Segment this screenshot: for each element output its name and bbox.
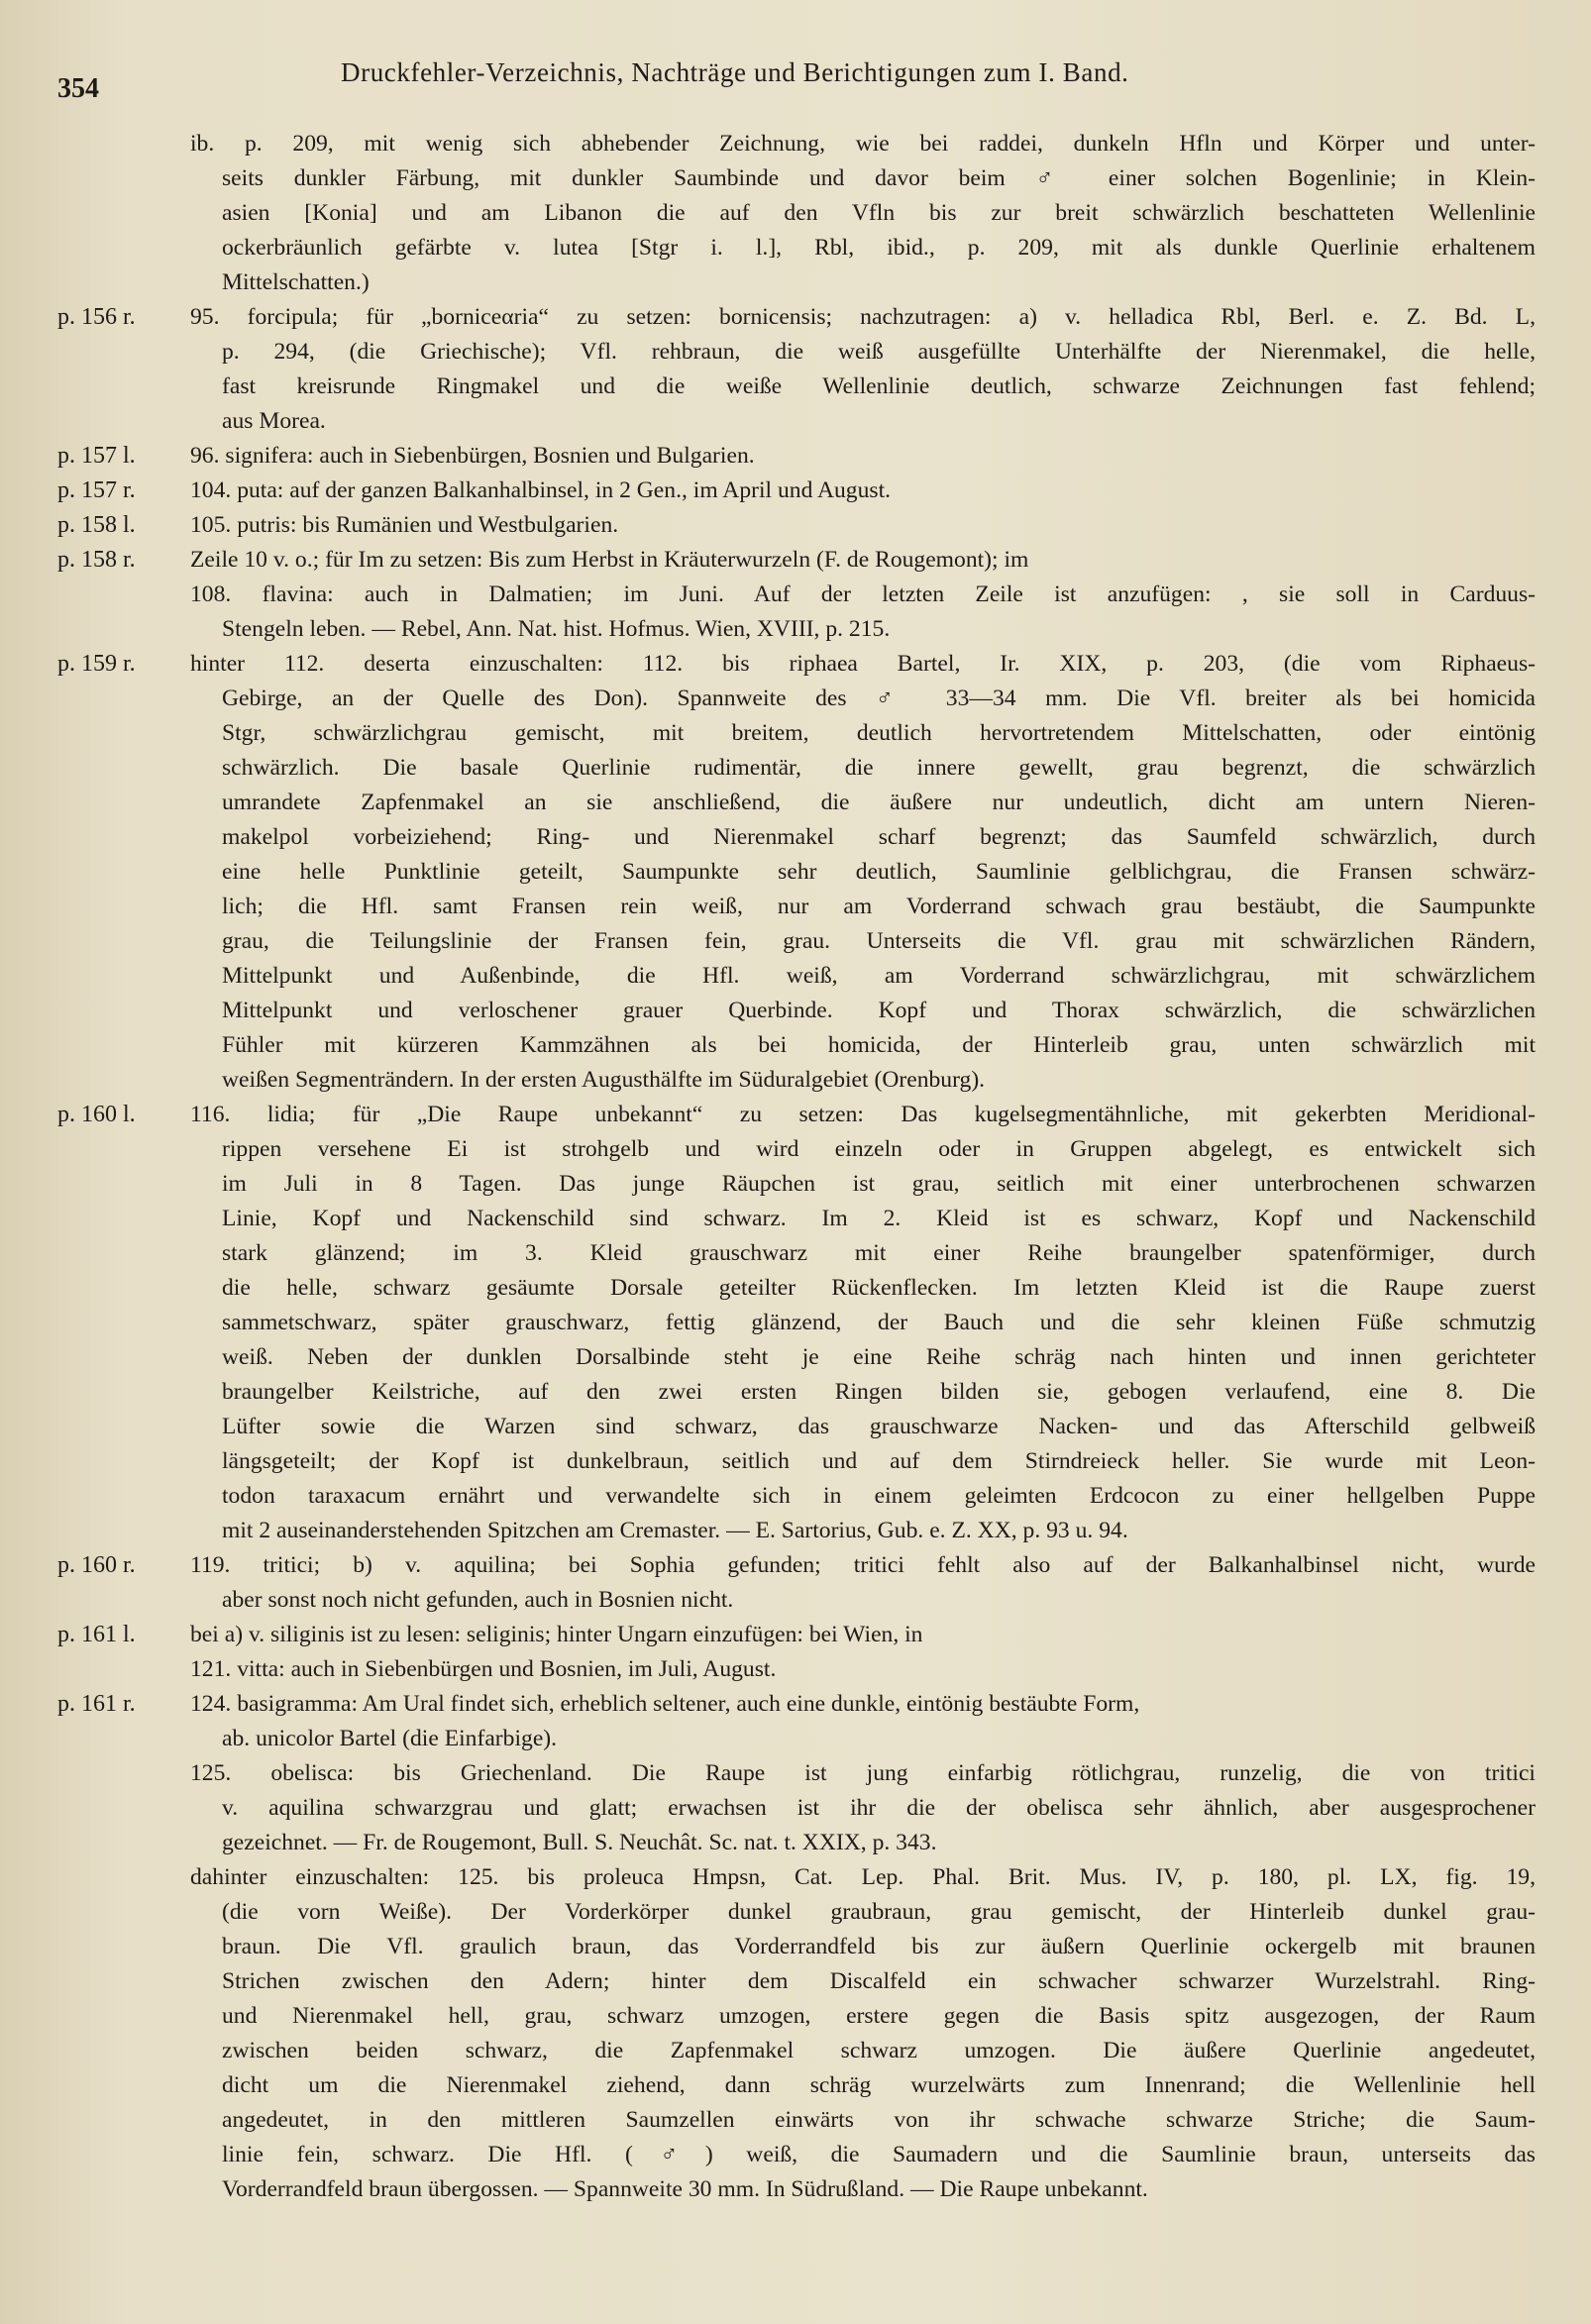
entry-page-ref: p. 157 r.: [57, 477, 136, 503]
entry-body: [190, 474, 1536, 508]
text-line: 96. signifera: auch in Siebenbürgen, Bosnien und Bulgarien.: [190, 443, 755, 469]
entry-page-ref: p. 158 l.: [57, 512, 136, 538]
text-line: 124. basigramma: Am Ural findet sich, erheblich seltener, auch eine dunkle, eintönig bestäubte Form,: [190, 1691, 1140, 1717]
text-line: ab. unicolor Bartel (die Einfarbige).: [222, 1726, 558, 1751]
erratum-entry: [57, 647, 1536, 1098]
entry-body: [190, 647, 1536, 1098]
text-line: (die vorn Weiße). Der Vorderkörper dunkel graubraun, grau gemischt, der Hinterleib dunkel grau-: [222, 1899, 1536, 1925]
text-line: Gebirge, an der Quelle des Don). Spannweite des ♂ 33—34 mm. Die Vfl. breiter als bei homicida: [222, 686, 1536, 711]
text-line: gezeichnet. — Fr. de Rougemont, Bull. S. Neuchât. Sc. nat. t. XXIX, p. 343.: [222, 1830, 937, 1855]
entry-page-ref: p. 161 r.: [57, 1691, 136, 1717]
text-line: Vorderrandfeld braun übergossen. — Spannweite 30 mm. In Südrußland. — Die Raupe unbekannt.: [222, 2176, 1148, 2202]
erratum-entry: [57, 508, 1536, 543]
text-line: lich; die Hfl. samt Fransen rein weiß, nur am Vorderrand schwach grau bestäubt, die Saumpunkte: [222, 894, 1536, 919]
text-line: rippen versehene Ei ist strohgelb und wird einzeln oder in Gruppen abgelegt, es entwickelt sich: [222, 1136, 1536, 1162]
entry-body: [190, 439, 1536, 474]
text-line: fast kreisrunde Ringmakel und die weiße Wellenlinie deutlich, schwarze Zeichnungen fast fehlend;: [222, 373, 1536, 399]
text-line: Stengeln leben. — Rebel, Ann. Nat. hist. Hofmus. Wien, XVIII, p. 215.: [222, 616, 891, 642]
text-line: linie fein, schwarz. Die Hfl. (♂) weiß, die Saumadern und die Saumlinie braun, unterseits das: [222, 2142, 1536, 2167]
text-line: angedeutet, in den mittleren Saumzellen einwärts von ihr schwache schwarze Striche; die Saum-: [222, 2107, 1536, 2133]
text-line: 104. puta: auf der ganzen Balkanhalbinsel, in 2 Gen., im April und August.: [190, 477, 892, 503]
text-line: seits dunkler Färbung, mit dunkler Saumbinde und davor beim ♂ einer solchen Bogenlinie; in Klein-: [222, 165, 1536, 191]
erratum-entry: [57, 1618, 1536, 1687]
text-line: asien [Konia] und am Libanon die auf den Vfln bis zur breit schwärzlich beschatteten Wellenlinie: [222, 200, 1536, 226]
entry-body: [190, 1548, 1536, 1618]
text-line: zwischen beiden schwarz, die Zapfenmakel schwarz umzogen. Die äußere Querlinie angedeutet,: [222, 2038, 1536, 2063]
text-line: dicht um die Nierenmakel ziehend, dann schräg wurzelwärts zum Innenrand; die Wellenlinie hell: [222, 2072, 1536, 2098]
text-line: dahinter einzuschalten: 125. bis proleuca Hmpsn, Cat. Lep. Phal. Brit. Mus. IV, p. 180, pl. LX, fig. 19,: [190, 1864, 1536, 1890]
text-line: im Juli in 8 Tagen. Das junge Räupchen ist grau, seitlich mit einer unterbrochenen schwarzen: [222, 1171, 1536, 1197]
entry-body: [190, 1618, 1536, 1687]
text-line: eine helle Punktlinie geteilt, Saumpunkte sehr deutlich, Saumlinie gelblichgrau, die Fransen schwärz-: [222, 859, 1536, 885]
text-line: Linie, Kopf und Nackenschild sind schwarz. Im 2. Kleid ist es schwarz, Kopf und Nackenschild: [222, 1206, 1536, 1231]
erratum-entry: [57, 439, 1536, 474]
text-line: umrandete Zapfenmakel an sie anschließend, die äußere nur undeutlich, dicht am untern Nieren-: [222, 790, 1536, 815]
text-line: stark glänzend; im 3. Kleid grauschwarz mit einer Reihe braungelber spatenförmiger, durch: [222, 1240, 1536, 1266]
text-line: Mittelpunkt und Außenbinde, die Hfl. weiß, am Vorderrand schwärzlichgrau, mit schwärzlichem: [222, 963, 1536, 989]
text-line: 125. obelisca: bis Griechenland. Die Raupe ist jung einfarbig rötlichgrau, runzelig, die von tritici: [190, 1760, 1536, 1786]
text-line: Lüfter sowie die Warzen sind schwarz, das grauschwarze Nacken- und das Afterschild gelbweiß: [222, 1414, 1536, 1439]
erratum-entry: [57, 1098, 1536, 1548]
text-line: längsgeteilt; der Kopf ist dunkelbraun, seitlich und auf dem Stirndreieck heller. Sie wurde mit Leon-: [222, 1448, 1536, 1474]
entry-page-ref: p. 157 l.: [57, 443, 136, 469]
entry-page-ref: p. 158 r.: [57, 547, 136, 573]
entry-body: [190, 127, 1536, 300]
text-line: sammetschwarz, später grauschwarz, fettig glänzend, der Bauch und die sehr kleinen Füße schmutzig: [222, 1310, 1536, 1335]
erratum-entry: [57, 1548, 1536, 1618]
text-line: mit 2 auseinanderstehenden Spitzchen am Cremaster. — E. Sartorius, Gub. e. Z. XX, p. 93 u. 94.: [222, 1518, 1128, 1543]
text-line: schwärzlich. Die basale Querlinie rudimentär, die innere gewellt, grau begrenzt, die schwärzlich: [222, 755, 1536, 781]
text-line: die helle, schwarz gesäumte Dorsale geteilter Rückenflecken. Im letzten Kleid ist die Raupe zuerst: [222, 1275, 1536, 1301]
text-line: Strichen zwischen den Adern; hinter dem Discalfeld ein schwacher schwarzer Wurzelstrahl. Ring-: [222, 1968, 1536, 1994]
text-line: braun. Die Vfl. graulich braun, das Vorderrandfeld bis zur äußern Querlinie ockergelb mit braunen: [222, 1934, 1536, 1959]
text-line: todon taraxacum ernährt und verwandelte sich in einem geleimten Erdcocon zu einer hellgelben Puppe: [222, 1483, 1536, 1509]
entry-body: [190, 1687, 1536, 2207]
text-line: Fühler mit kürzeren Kammzähnen als bei homicida, der Hinterleib grau, unten schwärzlich mit: [222, 1032, 1536, 1058]
erratum-entry: [57, 127, 1536, 300]
entry-page-ref: p. 159 r.: [57, 651, 136, 677]
text-line: 121. vitta: auch in Siebenbürgen und Bosnien, im Juli, August.: [190, 1656, 777, 1682]
text-line: weiß. Neben der dunklen Dorsalbinde steht je eine Reihe schräg nach hinten und innen gerichteter: [222, 1344, 1536, 1370]
entry-page-ref: p. 161 l.: [57, 1622, 136, 1647]
text-line: hinter 112. deserta einzuschalten: 112. bis riphaea Bartel, Ir. XIX, p. 203, (die vom Riphaeus-: [190, 651, 1536, 677]
entry-page-ref: p. 160 r.: [57, 1552, 136, 1578]
text-line: 116. lidia; für „Die Raupe unbekannt“ zu setzen: Das kugelsegmentähnliche, mit gekerbten Meridional-: [190, 1102, 1536, 1127]
text-line: aber sonst noch nicht gefunden, auch in Bosnien nicht.: [222, 1587, 734, 1613]
entry-body: [190, 508, 1536, 543]
text-line: Mittelpunkt und verloschener grauer Querbinde. Kopf und Thorax schwärzlich, die schwärzlichen: [222, 998, 1536, 1023]
text-line: und Nierenmakel hell, grau, schwarz umzogen, erstere gegen die Basis spitz ausgezogen, der Raum: [222, 2003, 1536, 2029]
text-line: 105. putris: bis Rumänien und Westbulgarien.: [190, 512, 619, 538]
text-line: Mittelschatten.): [222, 269, 370, 295]
text-line: v. aquilina schwarzgrau und glatt; erwachsen ist ihr die der obelisca sehr ähnlich, aber ausgesprochener: [222, 1795, 1536, 1821]
text-line: ib. p. 209, mit wenig sich abhebender Zeichnung, wie bei raddei, dunkeln Hfln und Körper und unter-: [190, 131, 1536, 157]
page-header: [57, 52, 1536, 104]
entry-page-ref: p. 160 l.: [57, 1102, 136, 1127]
text-line: Stgr, schwärzlichgrau gemischt, mit breitem, deutlich hervortretendem Mittelschatten, oder eintönig: [222, 720, 1536, 746]
erratum-entry: [57, 300, 1536, 439]
page-number: 354: [57, 73, 99, 104]
entry-page-ref: p. 156 r.: [57, 304, 136, 330]
text-line: bei a) v. siliginis ist zu lesen: seliginis; hinter Ungarn einzufügen: bei Wien, in: [190, 1622, 923, 1647]
text-line: 95. forcipula; für „borniceαria“ zu setzen: bornicensis; nachzutragen: a) v. helladica Rbl, Berl. e. Z. Bd. L,: [190, 304, 1536, 330]
erratum-entry: [57, 1687, 1536, 2207]
erratum-entry: [57, 543, 1536, 647]
text-line: Zeile 10 v. o.; für Im zu setzen: Bis zum Herbst in Kräuterwurzeln (F. de Rougemont); im: [190, 547, 1029, 573]
erratum-entry: [57, 474, 1536, 508]
text-line: weißen Segmenträndern. In der ersten Augusthälfte im Süduralgebiet (Orenburg).: [222, 1067, 986, 1093]
text-line: aus Morea.: [222, 408, 326, 434]
entry-body: [190, 543, 1536, 647]
text-line: braungelber Keilstriche, auf den zwei ersten Ringen bilden sie, gebogen verlaufend, eine 8. Die: [222, 1379, 1536, 1405]
running-title: Druckfehler-Verzeichnis, Nachträge und Berichtigungen zum I. Band.: [341, 57, 1129, 87]
entry-body: [190, 300, 1536, 439]
text-line: 108. flavina: auch in Dalmatien; im Juni. Auf der letzten Zeile ist anzufügen: , sie soll in Carduus-: [190, 581, 1536, 607]
text-line: ockerbräunlich gefärbte v. lutea [Stgr i. l.], Rbl, ibid., p. 209, mit als dunkle Querlinie erhaltenem: [222, 235, 1536, 261]
entry-body: [190, 1098, 1536, 1548]
text-line: 119. tritici; b) v. aquilina; bei Sophia gefunden; tritici fehlt also auf der Balkanhalbinsel nicht, wurde: [190, 1552, 1536, 1578]
text-line: grau, die Teilungslinie der Fransen fein, grau. Unterseits die Vfl. grau mit schwärzlichen Rändern,: [222, 928, 1536, 954]
entries-list: [57, 127, 1536, 2207]
text-line: makelpol vorbeiziehend; Ring- und Nierenmakel scharf begrenzt; das Saumfeld schwärzlich, durch: [222, 824, 1536, 850]
text-line: p. 294, (die Griechische); Vfl. rehbraun, die weiß ausgefüllte Unterhälfte der Nierenmakel, die helle,: [222, 339, 1536, 365]
